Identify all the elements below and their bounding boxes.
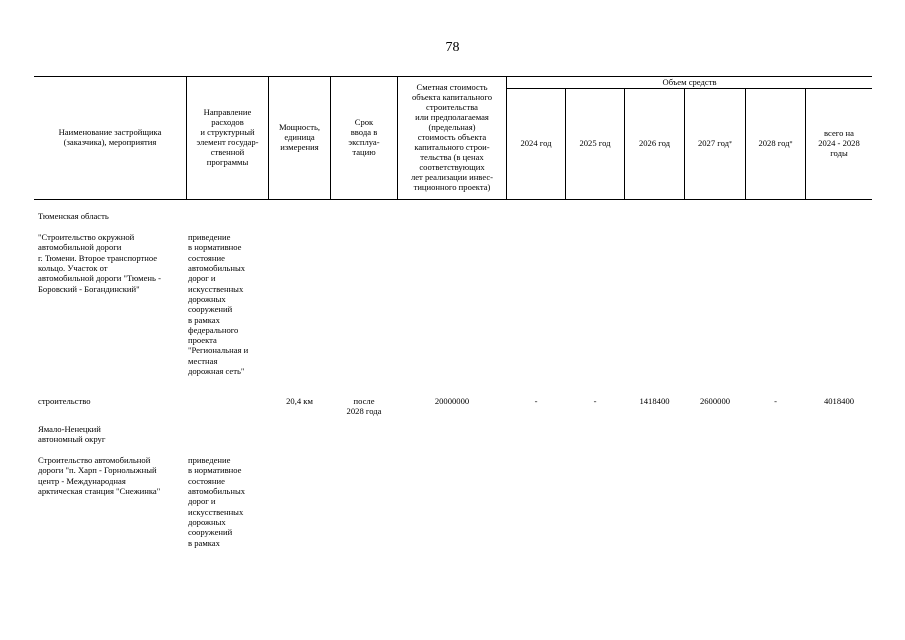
build-2028: - (774, 396, 777, 406)
header-2028 (746, 89, 805, 199)
footnote-mark: * (729, 140, 733, 147)
table-header (34, 76, 872, 200)
header-2028-label: 2028 год (758, 138, 790, 149)
header-cost: Сметная стоимость объекта капитального строительства или предполагаемая (предельная) стоимость объекта капитального строи- тельства (в ценах соответствующих лет реализации инвес- тиционного проекта) (410, 82, 494, 192)
header-volume-group: Объем средств (662, 76, 717, 87)
header-name: Наименование застройщика (заказчика), мероприятия (58, 127, 162, 147)
project-direction: приведение в нормативное состояние автомобильных дорог и искусственных дорожных сооружений в рамках (188, 455, 246, 548)
header-2027-label: 2027 год (697, 138, 730, 149)
header-2026: 2026 год (638, 138, 671, 149)
project-name: "Строительство окружной автомобильной дороги г. Тюмени. Второе транспортное кольцо. Участок от автомобильной дороги "Тюмень - Боровский - Богандинский" (38, 232, 161, 294)
header-2027 (685, 89, 745, 199)
project-direction: приведение в нормативное состояние автомобильных дорог и искусственных дорожных сооружений в рамках федерального проекта "Региональная и местная дорожная сеть" (188, 232, 249, 377)
footnote-mark: * (789, 140, 793, 147)
header-2025: 2025 год (579, 138, 611, 149)
header-total: всего на 2024 - 2028 годы (818, 128, 860, 158)
region-label: Тюменская область (38, 211, 109, 221)
project-name: Строительство автомобильной дороги "п. Харп - Горнолыжный центр - Международная арктическая станция "Снежинка" (38, 455, 161, 496)
header-2024: 2024 год (520, 138, 552, 149)
build-2025: - (593, 396, 597, 406)
build-label: строительство (38, 396, 91, 406)
region-label: Ямало-Ненецкий автономный округ (38, 424, 106, 445)
build-2026: 1418400 (639, 396, 670, 406)
page-number: 78 (445, 40, 460, 55)
build-2027: 2600000 (699, 396, 731, 406)
build-2024: - (534, 396, 538, 406)
header-direction: Направление расходов и структурный элемент государ- ственной программы (196, 107, 259, 167)
build-cost: 20000000 (434, 396, 470, 406)
header-bottom-border (34, 199, 872, 200)
build-term: после 2028 года (346, 396, 382, 417)
build-capacity: 20,4 км (286, 396, 313, 406)
header-term: Срок ввода в эксплуа- тацию (348, 117, 380, 157)
build-total: 4018400 (823, 396, 855, 406)
header-capacity: Мощность, единица измерения (278, 122, 321, 152)
